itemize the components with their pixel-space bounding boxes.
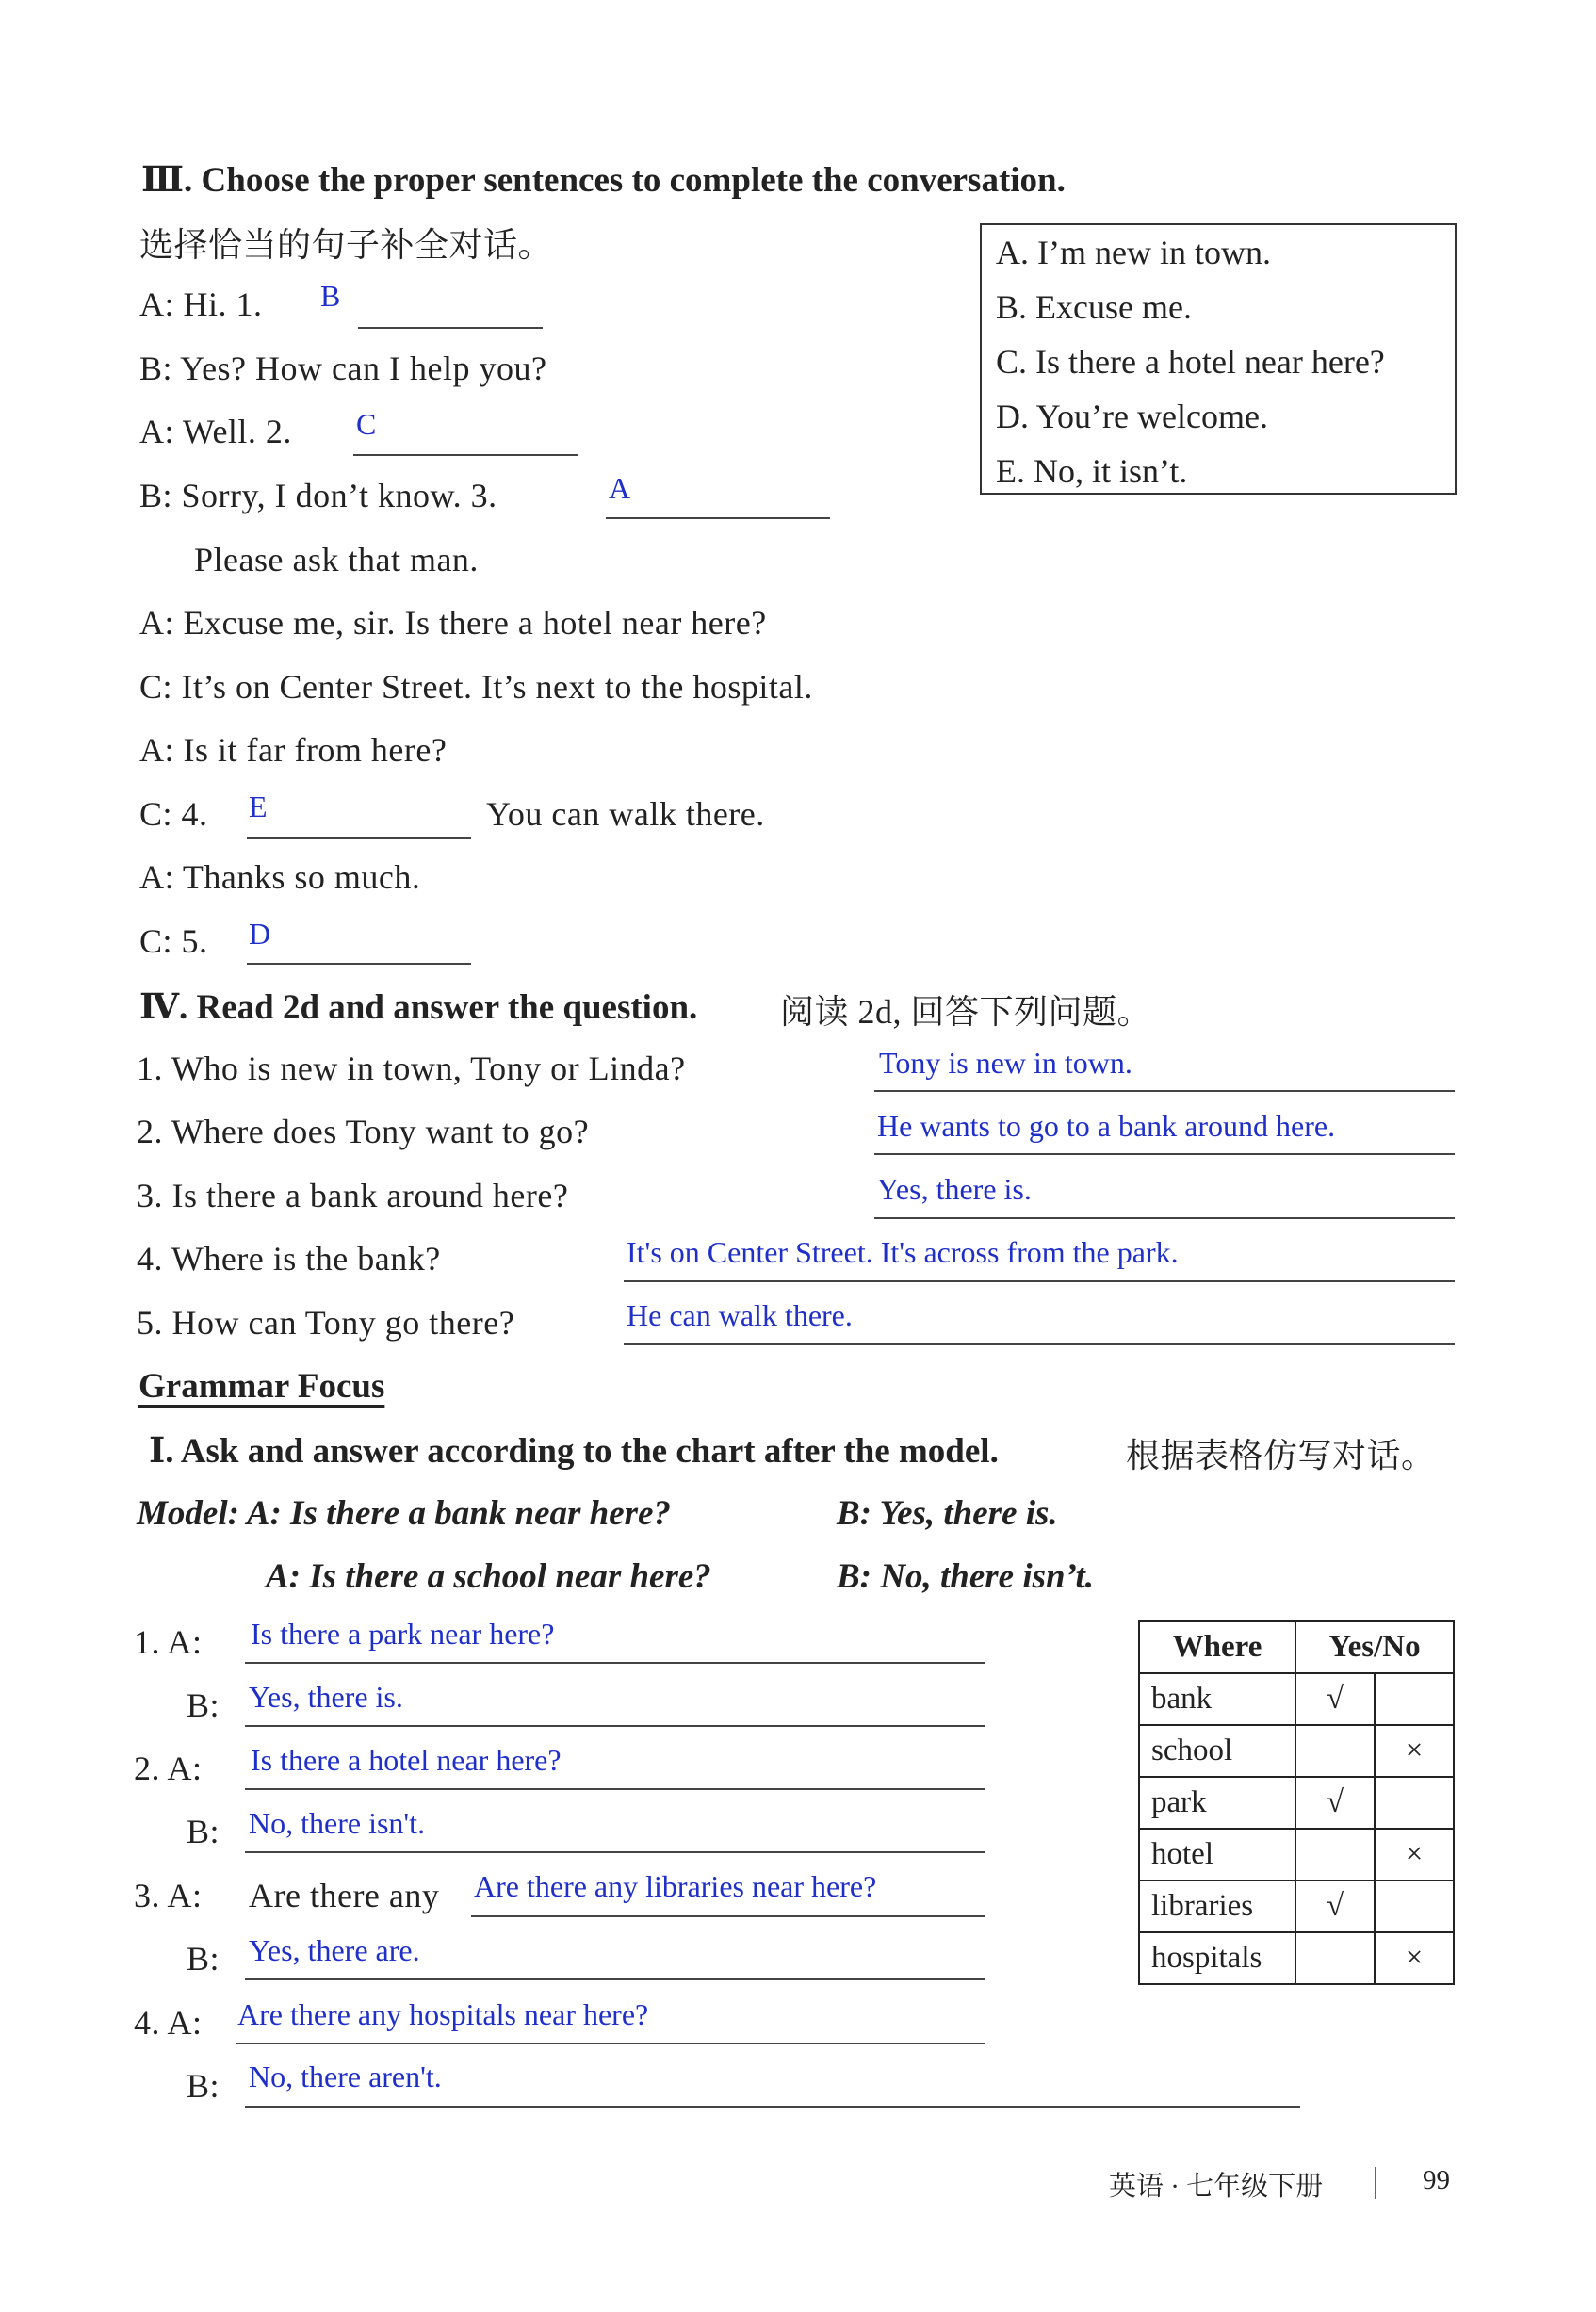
option-a: A. I’m new in town. [996,234,1271,271]
option-b: B. Excuse me. [996,288,1192,326]
where-chart [1138,1620,1455,1985]
chart-row [1139,1777,1454,1829]
item3-b-line[interactable] [245,1978,985,1980]
answer-1: B [320,279,341,313]
blank-2[interactable] [353,454,578,456]
item4-a-answer: Are there any hospitals near here? [237,1997,649,2031]
answer-q3: Yes, there is. [877,1172,1032,1206]
chart-row [1139,1881,1454,1932]
chart-header-row [1139,1621,1454,1673]
model-b2: B: No, there isn’t. [837,1557,1095,1596]
item2-b-answer: No, there isn't. [249,1806,426,1840]
chart-no: × [1375,1829,1454,1881]
blank-3[interactable] [606,517,830,519]
answer-3: A [609,471,631,505]
blank-4[interactable] [247,837,471,839]
item4-a-label: 4. A: [134,2004,203,2042]
question-1: 1. Who is new in town, Tony or Linda? [137,1050,686,1087]
answer-q5: He can walk there. [627,1298,853,1332]
answer-q4: It's on Center Street. It's across from the park. [627,1235,1179,1269]
item1-a-line[interactable] [245,1662,985,1664]
chart-place: hospitals [1139,1932,1295,1984]
section3-subtitle: 选择恰当的句子补全对话。 [139,226,553,264]
footer-page-number: 99 [1423,2165,1450,2195]
item3-a-prefix: Are there any [249,1877,440,1914]
item1-a-answer: Is there a park near here? [251,1617,555,1651]
dialog-line-7: C: It’s on Center Street. It’s next to the hospital. [139,668,813,706]
chart-no [1375,1777,1454,1829]
item1-b-answer: Yes, there is. [249,1680,403,1714]
item1-a-label: 1. A: [134,1623,203,1661]
chart-row [1139,1725,1454,1777]
chart-yes [1295,1932,1375,1984]
dialog-line-3: A: Well. 2. [139,413,292,450]
chart-place: bank [1139,1673,1295,1725]
chart-place: park [1139,1777,1295,1829]
model-b1: B: Yes, there is. [837,1494,1058,1533]
dialog-line-10: A: Thanks so much. [139,858,421,896]
chart-place: libraries [1139,1881,1295,1932]
dialog-line-4: B: Sorry, I don’t know. 3. [139,477,497,514]
option-d: D. You’re welcome. [996,398,1268,435]
answer-line-q1[interactable] [874,1090,1455,1092]
item1-b-line[interactable] [245,1725,985,1727]
item3-a-answer: Are there any libraries near here? [474,1869,877,1903]
item4-a-line[interactable] [236,2043,985,2044]
item4-b-line[interactable] [245,2106,1300,2108]
dialog-line-5: Please ask that man. [194,541,479,578]
chart-no [1375,1881,1454,1932]
item3-b-label: B: [187,1940,220,1978]
dialog-line-6: A: Excuse me, sir. Is there a hotel near here? [139,604,767,642]
chart-header-where: Where [1139,1621,1295,1673]
answer-line-q5[interactable] [624,1343,1455,1345]
dialog-line-2: B: Yes? How can I help you? [139,350,547,387]
chart-row [1139,1673,1454,1725]
chart-yes [1295,1829,1375,1881]
section3-title: Ⅲ. Choose the proper sentences to complete the conversation. [141,161,1066,200]
dialog-line-9: C: 4. [139,795,208,833]
section4-title: Ⅳ. Read 2d and answer the question. [139,988,698,1027]
options-box [980,223,1457,495]
chart-place: school [1139,1725,1295,1777]
grammar-section1-title: Ⅰ. Ask and answer according to the chart after the model. [149,1432,999,1471]
grammar-focus-title: Grammar Focus [138,1367,385,1406]
answer-line-q4[interactable] [624,1280,1455,1282]
chart-no: × [1375,1932,1454,1984]
item2-a-line[interactable] [245,1788,985,1790]
item3-b-answer: Yes, there are. [249,1933,420,1967]
item2-a-label: 2. A: [134,1750,203,1787]
answer-2: C [356,407,377,441]
footer-book-title: 英语 · 七年级下册 [1109,2172,1324,2202]
grammar-section1-title-cn: 根据表格仿写对话。 [1126,1437,1436,1474]
item3-a-label: 3. A: [134,1877,203,1914]
blank-5[interactable] [247,963,471,965]
answer-5: D [249,917,271,951]
answer-4: E [249,790,268,823]
option-e: E. No, it isn’t. [996,452,1188,490]
dialog-line-1: A: Hi. 1. [139,285,263,323]
blank-1[interactable] [358,327,543,329]
answer-q2: He wants to go to a bank around here. [877,1109,1336,1143]
item3-a-line[interactable] [471,1915,985,1917]
item2-a-answer: Is there a hotel near here? [251,1743,562,1777]
chart-place: hotel [1139,1829,1295,1881]
dialog-line-8: A: Is it far from here? [139,731,448,769]
chart-yes: √ [1295,1673,1375,1725]
item1-b-label: B: [187,1686,220,1724]
question-3: 3. Is there a bank around here? [137,1177,569,1214]
chart-no: × [1375,1725,1454,1777]
section4-title-cn: 阅读 2d, 回答下列问题。 [780,993,1152,1031]
item4-b-label: B: [187,2067,220,2105]
footer-divider [1375,2167,1376,2199]
item4-b-answer: No, there aren't. [249,2060,442,2093]
item2-b-line[interactable] [245,1851,985,1853]
question-4: 4. Where is the bank? [137,1240,441,1278]
answer-line-q2[interactable] [874,1153,1455,1155]
answer-line-q3[interactable] [874,1217,1455,1219]
answer-q1: Tony is new in town. [879,1046,1132,1080]
chart-yes: √ [1295,1777,1375,1829]
chart-no [1375,1673,1454,1725]
dialog-line-11: C: 5. [139,922,208,960]
question-2: 2. Where does Tony want to go? [137,1113,590,1150]
model-a2: A: Is there a school near here? [266,1557,711,1596]
chart-yes: √ [1295,1881,1375,1932]
chart-yes [1295,1725,1375,1777]
chart-header-yesno: Yes/No [1295,1621,1454,1673]
model-a1: Model: A: Is there a bank near here? [137,1494,671,1533]
chart-row [1139,1932,1454,1984]
dialog-line-9-after: You can walk there. [486,795,765,833]
question-5: 5. How can Tony go there? [137,1304,515,1342]
item2-b-label: B: [187,1813,220,1850]
option-c: C. Is there a hotel near here? [996,343,1385,381]
chart-row [1139,1829,1454,1881]
